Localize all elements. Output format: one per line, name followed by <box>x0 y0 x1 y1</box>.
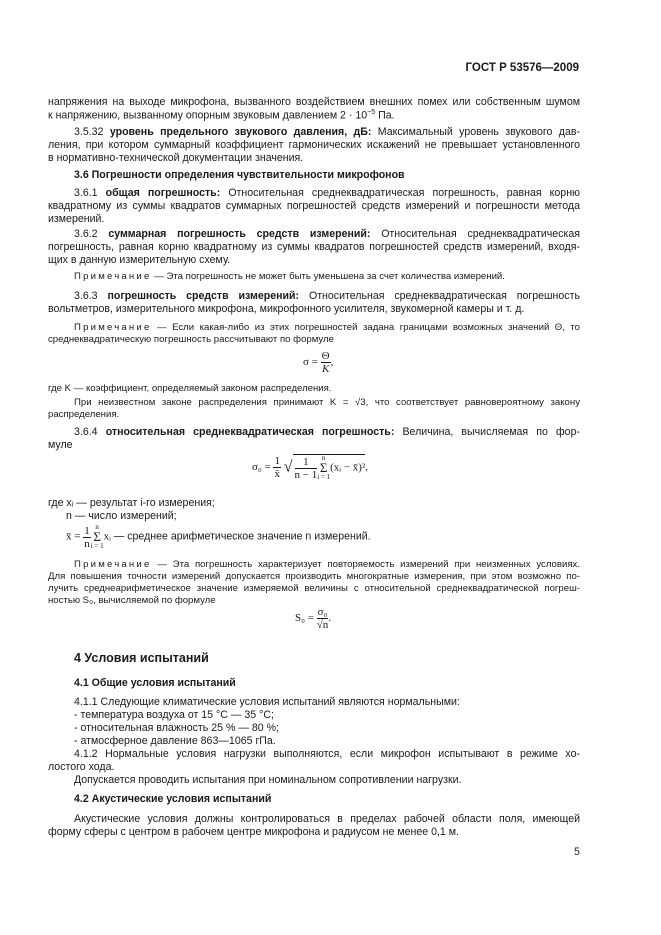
clause-3-6-1: 3.6.1 общая погрешность: Относительная среднеквадратическая погрешность, равная корню <box>74 187 580 199</box>
intro-line-2: к напряжению, вызванному опорным звуковым давлением $2 \cdot 10^{-5}$ Па. <box>48 109 395 122</box>
note-3-line-3: лучить среднеарифметическое значение измеряемой величины с относительной среднеквадратической погреш- <box>48 583 580 594</box>
note-3: Примечание — Эта погрешность характеризует повторяемость измерений при неизменных условиях. <box>74 559 580 570</box>
formula-sigma0: σ₀ = $\frac{1}{x̄}$ √ $\frac{1}{n - 1}$ n Σ i = 1 (xᵢ − x̄)², <box>252 454 369 481</box>
note-2: Примечание — Если какая-либо из этих погрешностей задана границами возможных значений Θ, то <box>74 322 581 333</box>
where-n: n — число измерений; <box>66 510 177 522</box>
note-1: Примечание — Эта погрешность не может быть уменьшена за счет количества измерений. <box>74 271 505 282</box>
note-2-line-2: среднеквадратическую погрешность рассчитывают по формуле <box>48 334 334 345</box>
formula-s0: S₀ = $\frac{\text{σ₀}}{√n}$ . <box>295 606 332 631</box>
note-2-line-4: распределения. <box>48 409 120 420</box>
clause-3-6-2-line-2: погрешность, равная корню квадратному из суммы квадратов погрешностей средств измерений, входя- <box>48 241 580 253</box>
clause-3-6-2-line-3: щих в данную измерительную схему. <box>48 254 231 266</box>
bullet-humidity: - относительная влажность 25 % — 80 %; <box>74 722 279 734</box>
clause-4-1-2-line-3: Допускается проводить испытания при номинальном сопротивлении нагрузки. <box>74 774 462 786</box>
section-4-1-title: 4.1 Общие условия испытаний <box>74 677 236 689</box>
clause-3-6-1-line-2: квадратному из суммы квадратов суммарных погрешностей средств измерений и погрешности метода <box>48 200 580 212</box>
section-3-6-title: 3.6 Погрешности определения чувствительности микрофонов <box>74 169 405 181</box>
standard-number: ГОСТ Р 53576—2009 <box>465 62 579 74</box>
clause-3-6-1-line-3: измерений. <box>48 213 105 225</box>
clause-3-5-32-line-3: в нормативно-технической документации значения. <box>48 152 304 164</box>
clause-4-1-1: 4.1.1 Следующие климатические условия испытаний являются нормальными: <box>74 696 460 708</box>
clause-3-6-3-line-2: вольтметров, измерительного микрофона, микрофонного усилителя, звукомерной камеры и т. д. <box>48 303 525 315</box>
note-2-where: где K — коэффициент, определяемый законом распределения. <box>48 383 332 394</box>
clause-3-5-32: 3.5.32 уровень предельного звукового давления, дБ: Максимальный уровень звукового дав- <box>74 126 580 138</box>
note-2-line-3: При неизвестном законе распределения принимают K = √3, что соответствует равновероятному закону <box>74 397 580 408</box>
clause-3-5-32-line-2: ления, при котором суммарный коэффициент гармонических искажений не превышает установленного <box>48 139 580 151</box>
clause-4-1-2-line-2: лостого хода. <box>48 761 115 773</box>
intro-line-1: напряжения на выходе микрофона, вызванного воздействием внешних помех или собственным шумом <box>48 96 580 108</box>
formula-sigma: σ = $\frac{\Theta}{K}$ , <box>303 350 334 375</box>
clause-4-1-2: 4.1.2 Нормальные условия нагрузки выполняются, если микрофон испытывают в режиме хо- <box>74 748 580 760</box>
clause-3-6-2: 3.6.2 суммарная погрешность средств измерений: Относительная среднеквадратическая <box>74 228 580 240</box>
clause-3-6-4-line-2: муле <box>48 439 73 451</box>
section-4-2-line-1: Акустические условия должны контролироваться в пределах рабочей области поля, имеющей <box>74 813 580 825</box>
where-x: где xᵢ — результат i-го измерения; <box>48 497 215 509</box>
bullet-pressure: - атмосферное давление 863—1065 гПа. <box>74 735 276 747</box>
clause-3-6-4: 3.6.4 относительная среднеквадратическая погрешность: Величина, вычисляемая по фор- <box>74 426 580 438</box>
section-4-2-title: 4.2 Акустические условия испытаний <box>74 793 272 805</box>
bullet-temperature: - температура воздуха от 15 °С — 35 °С; <box>74 709 274 721</box>
section-4-title: 4 Условия испытаний <box>74 651 209 665</box>
clause-3-6-3: 3.6.3 погрешность средств измерений: Относительная среднеквадратическая погрешность <box>74 290 580 302</box>
where-mean: x̄ = $\frac{1}{n}$ n Σ i = 1 xᵢ — среднее арифметическое значение n измерений. <box>66 523 371 550</box>
note-3-line-2: Для повышения точности измерений допускается производить многократные измерения, при этом возможно по- <box>48 571 580 582</box>
note-3-line-4: ностью S₀, вычисляемой по формуле <box>48 595 216 606</box>
section-4-2-line-2: форму сферы с центром в рабочем центре микрофона и радиусом не менее 0,1 м. <box>48 826 459 838</box>
page-number: 5 <box>574 846 580 858</box>
